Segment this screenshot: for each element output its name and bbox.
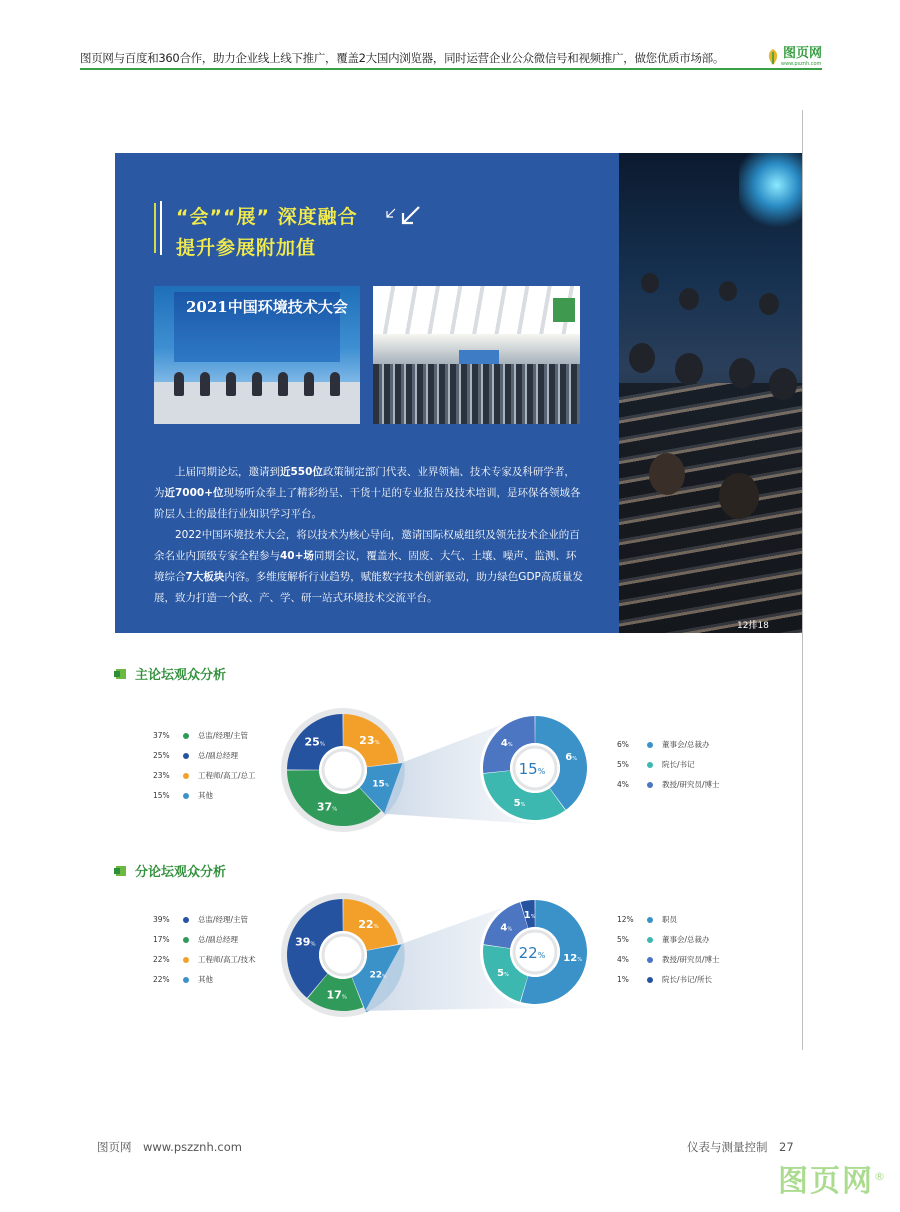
breakdown-slice-label: 4% (500, 738, 513, 750)
legend-label: 总/副总经理 (198, 751, 239, 760)
seat-tag: 12排18 (737, 621, 769, 631)
pie-slice-label: 22% (358, 918, 379, 932)
paragraph-2: 2022中国环境技术大会，将以技术为核心导向，邀请国际权威组织及领先技术企业的百余名业内顶级专家全程参与40+场同期会议，覆盖水、固废、大气、土壤、噪声、监测、环境综合7大板块内容。多维度解析行业趋势，赋能数字技术创新驱动，助力绿色GDP高质量发展，致力打造一个政、产、学、研一站式环境技术交流平台。 (154, 529, 583, 604)
pie-slice-label: 22% (369, 970, 387, 981)
legend-label: 总/副总经理 (198, 935, 239, 944)
panel-title-line1: “会”“展” 深度融合 (176, 206, 358, 228)
legend-label: 总监/经理/主管 (198, 731, 249, 740)
breakdown-slice-label: 4% (500, 922, 513, 934)
legend-label: 工程师/高工/总工 (198, 771, 256, 780)
legend-label: 院长/书记/所长 (662, 975, 713, 984)
footer-right: 仪表与测量控制 27 (687, 1140, 794, 1154)
legend-label: 教授/研究员/博士 (662, 955, 720, 964)
legend-label: 教授/研究员/博士 (662, 780, 720, 789)
legend-label: 总监/经理/主管 (198, 915, 249, 924)
pie-slice-label: 37% (316, 800, 338, 814)
breakdown-slice-label: 1% (523, 909, 536, 921)
legend-value: 23% (153, 771, 170, 780)
pie-hole (319, 931, 367, 979)
logo-url: www.psznh.com (780, 61, 822, 67)
breakdown-slice-label: 12% (563, 952, 582, 964)
stage-screen-title: 2021中国环境技术大会 (186, 298, 348, 316)
breakdown-slice-label: 5% (513, 798, 526, 810)
legend-value: 17% (153, 935, 170, 944)
breakdown-slice-label: 5% (497, 968, 509, 980)
legend-value: 22% (153, 955, 170, 964)
legend-label: 其他 (198, 975, 213, 984)
legend-value: 22% (153, 975, 170, 984)
breakdown-total-label: 22% (518, 944, 546, 962)
section-title: 分论坛观众分析 (135, 865, 227, 880)
pie-slice-label: 17% (326, 988, 348, 1002)
legend-value: 6% (617, 740, 629, 749)
legend-label: 职员 (662, 915, 677, 924)
breakdown-total-label: 15% (518, 760, 546, 778)
legend-label: 董事会/总裁办 (662, 935, 710, 944)
pie-slice-label: 23% (359, 733, 380, 747)
pie-slice-label: 25% (304, 735, 325, 749)
main-forum-breakdown-chart (480, 713, 590, 823)
legend-label: 工程师/高工/技术 (198, 955, 256, 964)
pie-hole (319, 746, 367, 794)
legend-value: 15% (153, 791, 170, 800)
watermark: 图页网® (778, 1164, 887, 1199)
ad-text: 图页网与百度和360合作，助力企业线上线下推广，覆盖2大国内浏览器，同时运营企业公众微信号和视频推广，做您优质市场部。 (80, 51, 725, 65)
breakdown-slice-label: 6% (565, 751, 578, 763)
panel-title-line2: 提升参展附加值 (176, 237, 317, 259)
legend-label: 其他 (198, 791, 213, 800)
pie-slice-label: 39% (295, 935, 316, 949)
legend-label: 董事会/总裁办 (662, 740, 710, 749)
legend-value: 12% (617, 915, 634, 924)
legend-value: 5% (617, 760, 629, 769)
paragraph-1: 上届同期论坛，邀请到近550位政策制定部门代表、业界领袖、技术专家及科研学者，为近7000+位现场听众奉上了精彩纷呈、干货十足的专业报告及技术培训，是环保各领域各阶层人士的最佳行业知识学习平台。 (154, 466, 581, 520)
legend-value: 4% (617, 955, 629, 964)
legend-value: 5% (617, 935, 629, 944)
legend-value: 4% (617, 780, 629, 789)
footer-left: 图页网 www.pszznh.com (97, 1140, 242, 1154)
legend-value: 37% (153, 731, 170, 740)
legend-label: 院长/书记 (662, 760, 695, 769)
legend-value: 1% (617, 975, 629, 984)
legend-value: 25% (153, 751, 170, 760)
logo-text: 图页网 (782, 46, 822, 61)
pie-slice-label: 15% (372, 779, 390, 790)
section-title: 主论坛观众分析 (135, 668, 227, 683)
legend-value: 39% (153, 915, 170, 924)
